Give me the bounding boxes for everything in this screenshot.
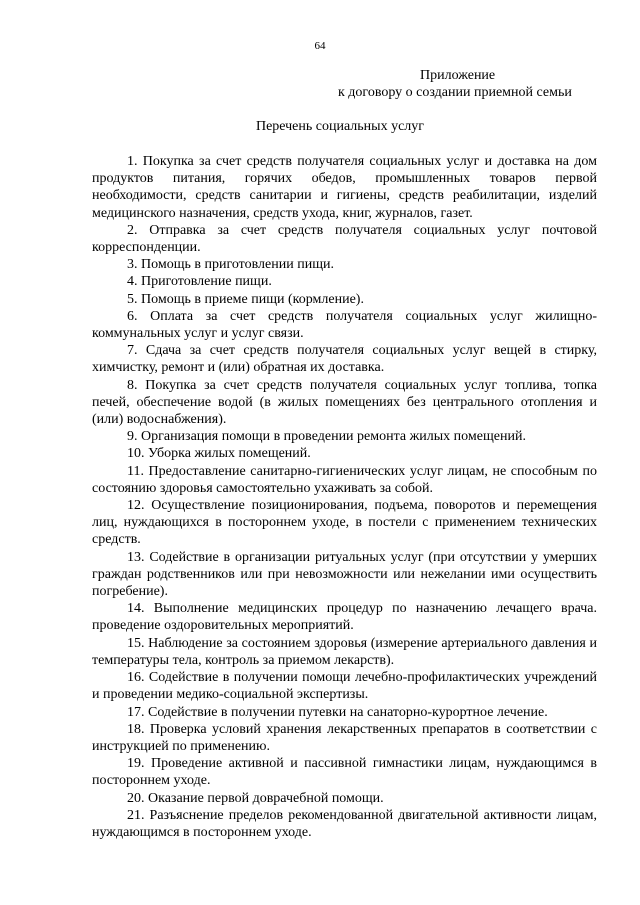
service-item: 8. Покупка за счет средств получателя социальных услуг топлива, топка печей, обеспечение водой (в жилых помещениях без центрального отопления и (или) водоснабжения). xyxy=(92,377,597,428)
service-list xyxy=(92,153,597,841)
service-item: 10. Уборка жилых помещений. xyxy=(127,446,311,462)
service-item: 20. Оказание первой доврачебной помощи. xyxy=(127,790,384,806)
service-item: 14. Выполнение медицинских процедур по назначению лечащего врача. проведение оздоровительных мероприятий. xyxy=(92,601,597,634)
service-item: 19. Проведение активной и пассивной гимнастики лицам, нуждающимся в постороннем уходе. xyxy=(92,756,597,789)
service-item: 3. Помощь в приготовлении пищи. xyxy=(127,257,334,273)
service-item: 21. Разъяснение пределов рекомендованной двигательной активности лицам, нуждающимся в постороннем уходе. xyxy=(92,807,597,840)
service-item: 18. Проверка условий хранения лекарственных препаратов в соответствии с инструкцией по применению. xyxy=(92,721,597,754)
service-item: 16. Содействие в получении помощи лечебно-профилактических учреждений и проведении медико-социальной экспертизы. xyxy=(92,670,597,703)
service-item: 12. Осуществление позиционирования, подъема, поворотов и перемещения лиц, нуждающихся в постороннем уходе, в постели с применением технических средств. xyxy=(92,498,597,548)
appendix-reference: к договору о создании приемной семьи xyxy=(338,85,572,100)
service-item: 9. Организация помощи в проведении ремонта жилых помещений. xyxy=(127,429,526,445)
service-item: 1. Покупка за счет средств получателя социальных услуг и доставка на дом продуктов питания, горячих обедов, промышленных товаров первой необходимости, средств санитарии и гигиены, средств реабилитации, изделий медицинского назначения, средств ухода, книг, журналов, газет. xyxy=(92,154,597,221)
appendix-header xyxy=(332,67,598,101)
service-item: 5. Помощь в приеме пищи (кормление). xyxy=(127,291,364,307)
service-item: 15. Наблюдение за состоянием здоровья (измерение артериального давления и температуры тела, контроль за приемом лекарств). xyxy=(92,635,597,668)
document-title: Перечень социальных услуг xyxy=(255,119,425,134)
page-number: 64 xyxy=(314,40,326,52)
service-item: 7. Сдача за счет средств получателя социальных услуг вещей в стирку, химчистку, ремонт и (или) обратная их доставка. xyxy=(92,343,597,376)
service-item: 6. Оплата за счет средств получателя социальных услуг жилищно-коммунальных услуг и услуг связи. xyxy=(92,308,597,342)
service-item: 4. Приготовление пищи. xyxy=(127,274,272,290)
service-item: 11. Предоставление санитарно-гигиенических услуг лицам, не способным по состоянию здоровья самостоятельно ухаживать за собой. xyxy=(92,463,597,496)
service-item: 13. Содействие в организации ритуальных услуг (при отсутствии у умерших граждан родственников или при невозможности или нежелании ими осуществить погребение). xyxy=(92,549,597,600)
service-item: 17. Содействие в получении путевки на санаторно-курортное лечение. xyxy=(127,704,548,720)
service-item: 2. Отправка за счет средств получателя социальных услуг почтовой корреспонденции. xyxy=(92,222,597,256)
appendix-label: Приложение xyxy=(420,68,496,83)
